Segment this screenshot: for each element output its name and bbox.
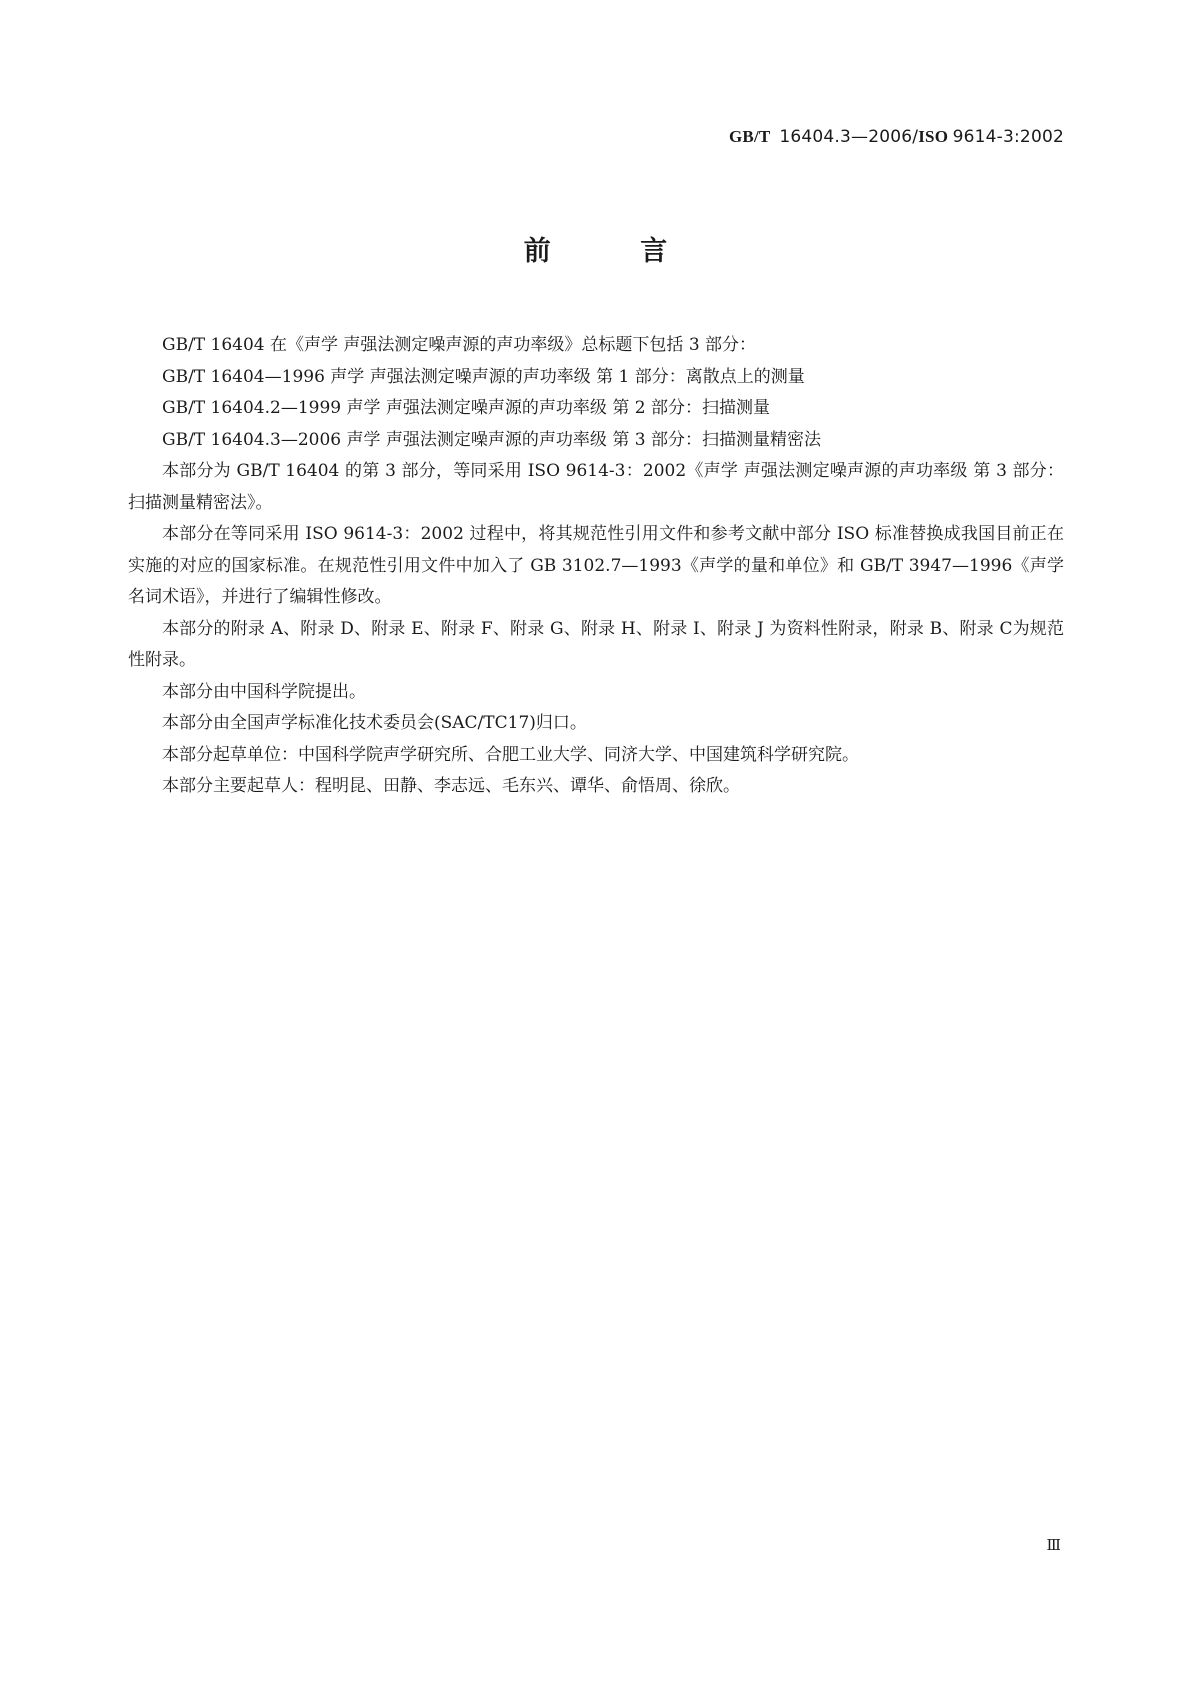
paragraph-drafters: 本部分主要起草人：程明昆、田静、李志远、毛东兴、谭华、俞悟周、徐欣。 bbox=[162, 776, 740, 796]
paragraph-part-3: GB/T 16404.3—2006 声学 声强法测定噪声源的声功率级 第 3 部分：扫描测量精密法 bbox=[162, 429, 821, 450]
paragraph-part-2: GB/T 16404.2—1999 声学 声强法测定噪声源的声功率级 第 2 部分：扫描测量 bbox=[162, 398, 770, 418]
paragraph-proposer: 本部分由中国科学院提出。 bbox=[162, 681, 366, 702]
paragraph-drafting-units: 本部分起草单位：中国科学院声学研究所、合肥工业大学、同济大学、中国建筑科学研究院。 bbox=[162, 744, 859, 765]
paragraph-annexes: 本部分的附录 A、附录 D、附录 E、附录 F、附录 G、附录 H、附录 I、附录 J 为资料性附录，附录 B、附录 C为规范性附录。 bbox=[128, 618, 1064, 670]
standard-code-header bbox=[729, 127, 1064, 147]
paragraph-series-intro: GB/T 16404 在《声学 声强法测定噪声源的声功率级》总标题下包括 3 部分： bbox=[162, 335, 757, 355]
standard-number: 16404.3—2006/ bbox=[779, 127, 919, 147]
page-title: 前 言 bbox=[523, 236, 708, 267]
foreword-body bbox=[128, 330, 1064, 803]
standard-prefix: GB/T bbox=[729, 127, 771, 146]
paragraph-replacement: 本部分在等同采用 ISO 9614-3：2002 过程中，将其规范性引用文件和参考文献中部分 ISO 标准替换成我国目前正在实施的对应的国家标准。在规范性引用文件中加入了 GB 3102.7—1993《声学的量和单位》和 GB/T 3947—1996《声学名词术语》，并进行了编辑性修改。 bbox=[128, 524, 1064, 607]
paragraph-committee: 本部分由全国声学标准化技术委员会(SAC/TC17)归口。 bbox=[162, 713, 587, 733]
paragraph-adoption: 本部分为 GB/T 16404 的第 3 部分，等同采用 ISO 9614-3：2002《声学 声强法测定噪声源的声功率级 第 3 部分：扫描测量精密法》。 bbox=[128, 461, 1064, 513]
iso-number: 9614-3:2002 bbox=[952, 127, 1064, 147]
page-number: Ⅲ bbox=[1046, 1538, 1061, 1554]
iso-prefix: ISO bbox=[918, 127, 949, 146]
paragraph-part-1: GB/T 16404—1996 声学 声强法测定噪声源的声功率级 第 1 部分：离散点上的测量 bbox=[162, 366, 805, 387]
